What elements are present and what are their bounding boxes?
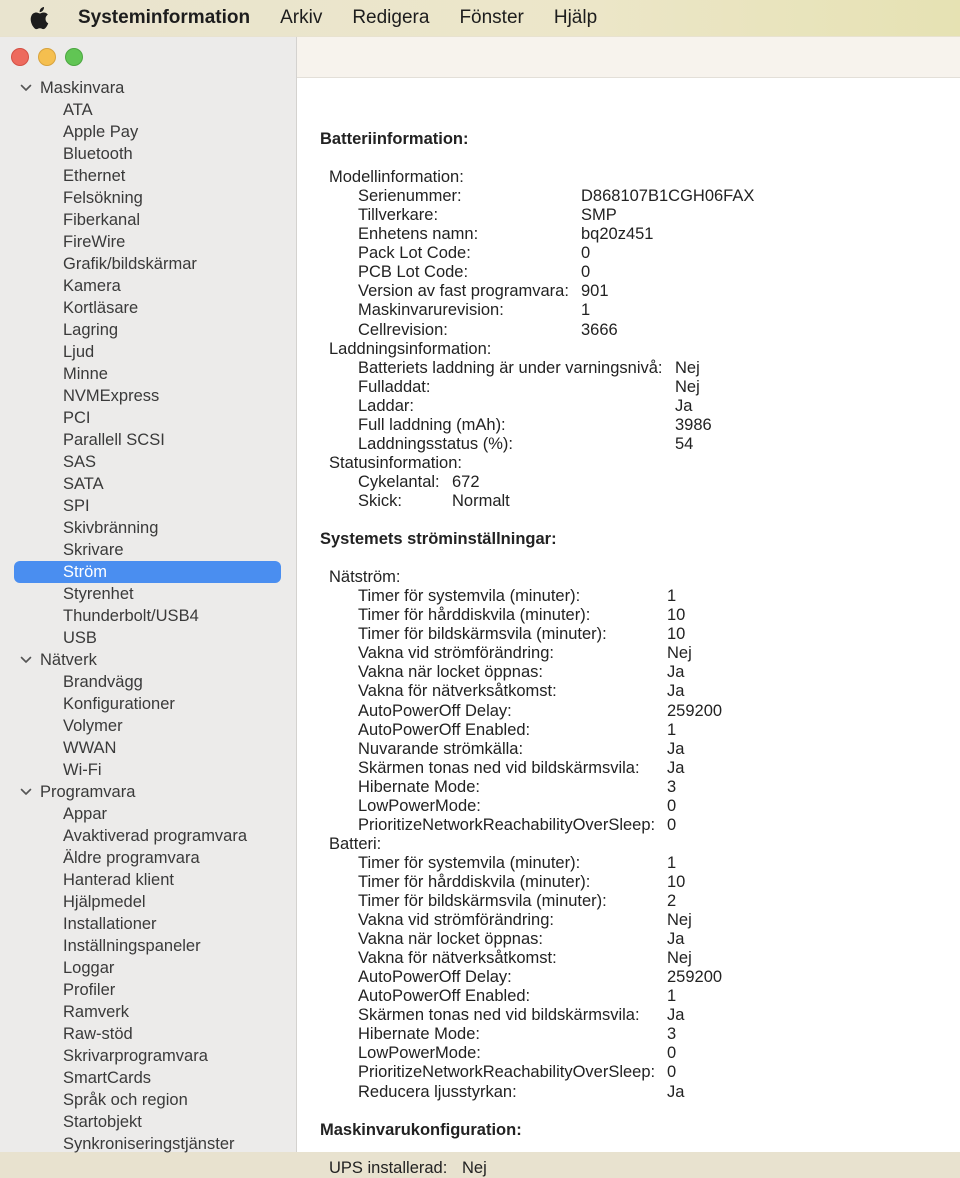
sidebar-item-raw-stod[interactable]: Raw-stöd bbox=[63, 1025, 133, 1043]
field-value: Ja bbox=[667, 1082, 685, 1101]
sidebar-item-ramverk[interactable]: Ramverk bbox=[63, 1003, 130, 1021]
field-label: Laddar: bbox=[358, 396, 414, 415]
field-value: 10 bbox=[667, 606, 686, 625]
field-value: Nej bbox=[462, 1158, 487, 1177]
field-value: Ja bbox=[667, 930, 685, 949]
minimize-button[interactable] bbox=[38, 48, 56, 66]
sidebar-category-label: Maskinvara bbox=[40, 79, 125, 97]
sidebar-item-skrivarprogramvara[interactable]: Skrivarprogramvara bbox=[63, 1047, 208, 1065]
field-label: Version av fast programvara: bbox=[358, 282, 569, 301]
apple-logo-icon[interactable] bbox=[28, 6, 50, 30]
sidebar-item-styrenhet[interactable]: Styrenhet bbox=[63, 585, 134, 603]
field-value: 259200 bbox=[667, 701, 723, 720]
field-value: 3986 bbox=[675, 415, 712, 434]
sidebar-item-hanterad-klient[interactable]: Hanterad klient bbox=[63, 871, 174, 889]
content-header-bar bbox=[297, 37, 960, 78]
field-value: Ja bbox=[667, 758, 685, 777]
field-label: Skärmen tonas ned vid bildskärmsvila: bbox=[358, 1006, 640, 1025]
sidebar-item-ljud[interactable]: Ljud bbox=[63, 343, 95, 361]
field-label: Timer för systemvila (minuter): bbox=[358, 853, 581, 872]
field-label: AutoPowerOff Enabled: bbox=[358, 720, 531, 739]
sidebar-item-kamera[interactable]: Kamera bbox=[63, 277, 121, 295]
zoom-button[interactable] bbox=[65, 48, 83, 66]
field-label: Skick: bbox=[358, 491, 403, 510]
sidebar-item-installningspaneler[interactable]: Inställningspaneler bbox=[63, 937, 201, 955]
field-value: Ja bbox=[667, 1006, 685, 1025]
sidebar-item-hjalpmedel[interactable]: Hjälpmedel bbox=[63, 893, 146, 911]
field-label: Vakna när locket öppnas: bbox=[358, 663, 543, 682]
field-label: Skärmen tonas ned vid bildskärmsvila: bbox=[358, 758, 640, 777]
field-label: Serienummer: bbox=[358, 187, 462, 206]
sidebar-item-pci[interactable]: PCI bbox=[63, 409, 91, 427]
field-value: 3 bbox=[667, 1025, 677, 1044]
field-value: 10 bbox=[667, 625, 686, 644]
field-label: Timer för bildskärmsvila (minuter): bbox=[358, 892, 607, 910]
field-label: Full laddning (mAh): bbox=[358, 415, 506, 434]
field-value: Ja bbox=[667, 663, 685, 682]
window-controls bbox=[11, 48, 83, 66]
group-label: Modellinformation: bbox=[329, 168, 464, 187]
sidebar-item-kortlasare[interactable]: Kortläsare bbox=[63, 299, 139, 317]
field-label: UPS installerad: bbox=[329, 1158, 448, 1177]
sidebar-item-nvmexpress[interactable]: NVMExpress bbox=[63, 387, 160, 405]
sidebar-item-konfigurationer[interactable]: Konfigurationer bbox=[63, 695, 175, 713]
sidebar-item-grafik-bildskarmar[interactable]: Grafik/bildskärmar bbox=[63, 255, 197, 273]
content-pane bbox=[297, 37, 960, 1177]
group-label: Batteri: bbox=[329, 834, 382, 853]
group-label: Laddningsinformation: bbox=[329, 339, 492, 358]
field-value: 0 bbox=[581, 263, 591, 282]
field-value: 672 bbox=[452, 472, 480, 491]
menu-redigera[interactable]: Redigera bbox=[352, 7, 430, 28]
chevron-down-icon[interactable] bbox=[20, 82, 32, 94]
sidebar-item-skivbranning[interactable]: Skivbränning bbox=[63, 519, 159, 537]
field-label: Vakna vid strömförändring: bbox=[358, 911, 554, 930]
field-label: LowPowerMode: bbox=[358, 1044, 481, 1063]
field-value: 0 bbox=[667, 1044, 677, 1063]
field-value: 1 bbox=[581, 301, 591, 320]
field-value: Nej bbox=[675, 358, 700, 377]
field-label: Enhetens namn: bbox=[358, 225, 479, 244]
field-value: Normalt bbox=[452, 491, 510, 510]
field-value: Nej bbox=[667, 644, 692, 663]
field-label: PrioritizeNetworkReachabilityOverSleep: bbox=[358, 1063, 656, 1082]
field-value: 1 bbox=[667, 720, 677, 739]
field-label: Batteriets laddning är under varningsnivå: bbox=[358, 358, 663, 377]
field-label: LowPowerMode: bbox=[358, 796, 481, 815]
field-value: Nej bbox=[675, 377, 700, 396]
sidebar-item-wi-fi[interactable]: Wi-Fi bbox=[63, 761, 102, 779]
field-value: 3 bbox=[667, 777, 677, 796]
field-label: Vakna när locket öppnas: bbox=[358, 930, 543, 949]
menu-bar bbox=[0, 0, 960, 36]
field-value: 3666 bbox=[581, 320, 618, 339]
field-value: Ja bbox=[667, 682, 685, 701]
sidebar-item-sata[interactable]: SATA bbox=[63, 475, 104, 493]
field-label: Vakna vid strömförändring: bbox=[358, 644, 554, 663]
sidebar-item-profiler[interactable]: Profiler bbox=[63, 981, 116, 999]
sidebar-item-lagring[interactable]: Lagring bbox=[63, 321, 119, 339]
sidebar-item-wwan[interactable]: WWAN bbox=[63, 739, 117, 757]
menu-app-name[interactable]: Systeminformation bbox=[78, 7, 251, 28]
group-label: Nätström: bbox=[329, 568, 401, 587]
field-label: Vakna för nätverksåtkomst: bbox=[358, 949, 557, 968]
field-label: AutoPowerOff Enabled: bbox=[358, 987, 531, 1006]
section-heading: Maskinvarukonfiguration: bbox=[320, 1120, 522, 1139]
sidebar-item-felsokning[interactable]: Felsökning bbox=[63, 189, 143, 207]
sidebar-item-firewire[interactable]: FireWire bbox=[63, 233, 126, 251]
field-label: Tillverkare: bbox=[358, 206, 439, 225]
sidebar-item-minne[interactable]: Minne bbox=[63, 365, 108, 383]
field-label: AutoPowerOff Delay: bbox=[358, 968, 512, 987]
field-label: AutoPowerOff Delay: bbox=[358, 701, 512, 720]
chevron-down-icon[interactable] bbox=[20, 654, 32, 666]
field-value: 901 bbox=[581, 282, 609, 301]
field-label: Vakna för nätverksåtkomst: bbox=[358, 682, 557, 701]
sidebar-item-fiberkanal[interactable]: Fiberkanal bbox=[63, 211, 141, 229]
sidebar bbox=[0, 37, 297, 1152]
sidebar-item-spi[interactable]: SPI bbox=[63, 497, 90, 515]
sidebar-item-usb[interactable]: USB bbox=[63, 629, 97, 647]
field-value: Nej bbox=[667, 911, 692, 930]
field-label: Pack Lot Code: bbox=[358, 244, 471, 263]
field-value: bq20z451 bbox=[581, 225, 654, 244]
sidebar-category-programvara[interactable] bbox=[0, 781, 296, 803]
section-heading: Batteriinformation: bbox=[320, 130, 469, 148]
sidebar-item-installationer[interactable]: Installationer bbox=[63, 915, 157, 933]
field-value: 10 bbox=[667, 872, 686, 891]
field-value: 1 bbox=[667, 853, 677, 872]
field-label: PCB Lot Code: bbox=[358, 263, 469, 282]
field-value: SMP bbox=[581, 206, 617, 225]
sidebar-item-sas[interactable]: SAS bbox=[63, 453, 97, 471]
field-value: 0 bbox=[667, 1063, 677, 1082]
menu-fonster[interactable]: Fönster bbox=[459, 7, 524, 28]
field-label: Timer för hårddiskvila (minuter): bbox=[358, 872, 591, 891]
field-value: 259200 bbox=[667, 968, 723, 987]
sidebar-item-synkroniseringstjanster[interactable]: Synkroniseringstjänster bbox=[63, 1135, 235, 1153]
sidebar-item-ethernet[interactable]: Ethernet bbox=[63, 167, 126, 185]
sidebar-item-startobjekt[interactable]: Startobjekt bbox=[63, 1113, 142, 1131]
sidebar-item-ata[interactable]: ATA bbox=[63, 101, 93, 119]
sidebar-tree bbox=[0, 77, 296, 1155]
sidebar-item-thunderbolt-usb4[interactable]: Thunderbolt/USB4 bbox=[63, 607, 199, 625]
sidebar-item-skrivare[interactable]: Skrivare bbox=[63, 541, 124, 559]
field-value: 0 bbox=[581, 244, 591, 263]
close-button[interactable] bbox=[11, 48, 29, 66]
app-window bbox=[0, 37, 960, 1177]
sidebar-category-maskinvara[interactable] bbox=[0, 77, 296, 99]
field-label: Cykelantal: bbox=[358, 472, 440, 491]
field-value: 1 bbox=[667, 987, 677, 1006]
field-label: Hibernate Mode: bbox=[358, 777, 480, 796]
sidebar-item-sprak-och-region[interactable]: Språk och region bbox=[63, 1091, 188, 1109]
field-value: Ja bbox=[675, 396, 693, 415]
field-value: 54 bbox=[675, 434, 694, 453]
field-label: Timer för bildskärmsvila (minuter): bbox=[358, 625, 607, 644]
field-label: Hibernate Mode: bbox=[358, 1025, 480, 1044]
sidebar-item-brandvagg[interactable]: Brandvägg bbox=[63, 673, 143, 691]
sidebar-item-aldre-programvara[interactable]: Äldre programvara bbox=[63, 849, 200, 867]
group-label: Statusinformation: bbox=[329, 453, 462, 472]
field-label: Timer för hårddiskvila (minuter): bbox=[358, 606, 591, 625]
section-heading: Systemets ströminställningar: bbox=[320, 530, 557, 549]
sidebar-item-loggar[interactable]: Loggar bbox=[63, 959, 115, 977]
field-label: Fulladdat: bbox=[358, 377, 431, 396]
sidebar-item-strom[interactable]: Ström bbox=[14, 561, 281, 583]
field-value: Ja bbox=[667, 739, 685, 758]
sidebar-item-volymer[interactable]: Volymer bbox=[63, 717, 123, 735]
field-value: 0 bbox=[667, 796, 677, 815]
sidebar-category-label: Programvara bbox=[40, 783, 136, 801]
field-value: Nej bbox=[667, 949, 692, 968]
sidebar-item-bluetooth[interactable]: Bluetooth bbox=[63, 145, 133, 163]
field-value: 2 bbox=[667, 892, 677, 910]
sidebar-category-label: Nätverk bbox=[40, 651, 97, 669]
sidebar-item-avaktiverad-programvara[interactable]: Avaktiverad programvara bbox=[63, 827, 248, 845]
sidebar-item-smartcards[interactable]: SmartCards bbox=[63, 1069, 152, 1087]
field-label: Nuvarande strömkälla: bbox=[358, 739, 524, 758]
field-label: Laddningsstatus (%): bbox=[358, 434, 514, 453]
field-value: 1 bbox=[667, 587, 677, 606]
sidebar-category-natverk[interactable] bbox=[0, 649, 296, 671]
chevron-down-icon[interactable] bbox=[20, 786, 32, 798]
field-label: Timer för systemvila (minuter): bbox=[358, 587, 581, 606]
field-label: Cellrevision: bbox=[358, 320, 448, 339]
field-label: Maskinvarurevision: bbox=[358, 301, 504, 320]
menu-arkiv[interactable]: Arkiv bbox=[280, 7, 323, 28]
menu-hjalp[interactable]: Hjälp bbox=[553, 7, 598, 28]
field-label: Reducera ljusstyrkan: bbox=[358, 1082, 517, 1101]
field-label: PrioritizeNetworkReachabilityOverSleep: bbox=[358, 815, 656, 834]
sidebar-item-apple-pay[interactable]: Apple Pay bbox=[63, 123, 139, 141]
sidebar-item-parallell-scsi[interactable]: Parallell SCSI bbox=[63, 431, 165, 449]
field-value: D868107B1CGH06FAX bbox=[581, 187, 755, 206]
field-value: 0 bbox=[667, 815, 677, 834]
sidebar-item-appar[interactable]: Appar bbox=[63, 805, 108, 823]
